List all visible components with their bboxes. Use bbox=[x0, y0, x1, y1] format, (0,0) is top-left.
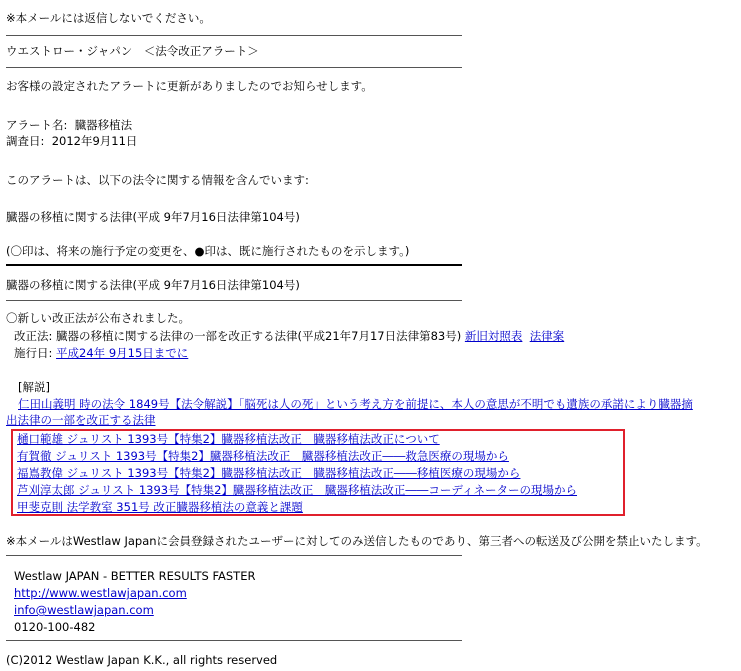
bill-link[interactable]: 法律案 bbox=[529, 329, 565, 343]
effective-date-label: 施行日: bbox=[14, 346, 53, 360]
list-item[interactable] bbox=[17, 448, 509, 464]
contains-text: このアラートは、以下の法令に関する情報を含んでいます: bbox=[6, 173, 309, 187]
section-law-title: 臓器の移植に関する法律(平成 9年7月16日法律第104号) bbox=[6, 278, 300, 292]
compare-table-link[interactable]: 新旧対照表 bbox=[464, 329, 523, 343]
copyright: (C)2012 Westlaw Japan K.K., all rights reserved bbox=[6, 653, 278, 667]
footer-phone: 0120-100-482 bbox=[14, 620, 96, 634]
commentary-link-ashikari[interactable]: 芦刈淳太郎 ジュリスト 1393号【特集2】臓器移植法改正 臓器移植法改正――コーディネーターの現場から bbox=[17, 483, 578, 497]
legend-text: (〇印は、将来の施行予定の変更を、●印は、既に施行されたものを示します。) bbox=[6, 244, 410, 258]
divider bbox=[6, 35, 462, 36]
list-item[interactable] bbox=[17, 431, 440, 447]
list-item[interactable] bbox=[17, 482, 577, 498]
disclaimer-text: ※本メールはWestlaw Japanに会員登録されたユーザーに対してのみ送信したものであり、第三者への転送及び公開を禁止いたします。 bbox=[6, 534, 708, 548]
alert-name-label: アラート名: bbox=[6, 118, 68, 132]
survey-date-value: 2012年9月11日 bbox=[51, 134, 138, 148]
divider bbox=[6, 640, 462, 641]
amendment-law-label: 改正法: bbox=[14, 329, 53, 343]
commentary-link-fukushima[interactable]: 福嶌教偉 ジュリスト 1393号【特集2】臓器移植法改正 臓器移植法改正――移植医療の現場から bbox=[17, 466, 521, 480]
divider bbox=[6, 67, 462, 68]
law-title: 臓器の移植に関する法律(平成 9年7月16日法律第104号) bbox=[6, 210, 300, 224]
new-amendment-notice: 〇新しい改正法が公布されました。 bbox=[6, 311, 190, 325]
intro-text: お客様の設定されたアラートに更新がありましたのでお知らせします。 bbox=[6, 79, 373, 93]
commentary-link-1-continued[interactable]: 出法律の一部を改正する法律 bbox=[6, 413, 156, 427]
commentary-link-1-line2-row[interactable] bbox=[6, 412, 156, 428]
footer-url-link[interactable]: http://www.westlawjapan.com bbox=[14, 586, 187, 600]
amendment-law-row bbox=[14, 328, 564, 344]
commentary-link-1-line1[interactable] bbox=[18, 396, 693, 412]
list-item[interactable] bbox=[17, 499, 303, 515]
divider-bold bbox=[6, 264, 462, 266]
effective-date-row bbox=[14, 345, 188, 361]
no-reply-notice: ※本メールには返信しないでください。 bbox=[6, 11, 211, 25]
footer-tagline: Westlaw JAPAN - BETTER RESULTS FASTER bbox=[14, 569, 256, 583]
service-title: ウエストロー・ジャパン ＜法令改正アラート＞ bbox=[6, 44, 259, 58]
divider bbox=[6, 300, 462, 301]
divider bbox=[6, 555, 462, 556]
alert-name-row bbox=[6, 117, 132, 133]
footer-email-row[interactable] bbox=[14, 602, 154, 618]
effective-date-link[interactable]: 平成24年 9月15日までに bbox=[56, 346, 189, 360]
commentary-link-higuchi[interactable]: 樋口範雄 ジュリスト 1393号【特集2】臓器移植法改正 臓器移植法改正について bbox=[17, 432, 440, 446]
list-item[interactable] bbox=[17, 465, 520, 481]
commentary-link-kai[interactable]: 甲斐克則 法学教室 351号 改正臓器移植法の意義と課題 bbox=[17, 500, 303, 514]
survey-date-row bbox=[6, 133, 137, 149]
commentary-link-1[interactable]: 仁田山義明 時の法令 1849号【法令解説】「脳死は人の死」という考え方を前提に、本人の意思が不明でも遺族の承諾により臓器摘 bbox=[18, 397, 693, 411]
alert-name-value: 臓器移植法 bbox=[74, 118, 133, 132]
amendment-law-value: 臓器の移植に関する法律の一部を改正する法律(平成21年7月17日法律第83号) bbox=[56, 329, 462, 343]
commentary-link-aruga[interactable]: 有賀徹 ジュリスト 1393号【特集2】臓器移植法改正 臓器移植法改正――救急医療の現場から bbox=[17, 449, 509, 463]
survey-date-label: 調査日: bbox=[6, 134, 45, 148]
commentary-heading: [解説] bbox=[18, 380, 50, 394]
footer-url-row[interactable] bbox=[14, 585, 187, 601]
footer-email-link[interactable]: info@westlawjapan.com bbox=[14, 603, 154, 617]
